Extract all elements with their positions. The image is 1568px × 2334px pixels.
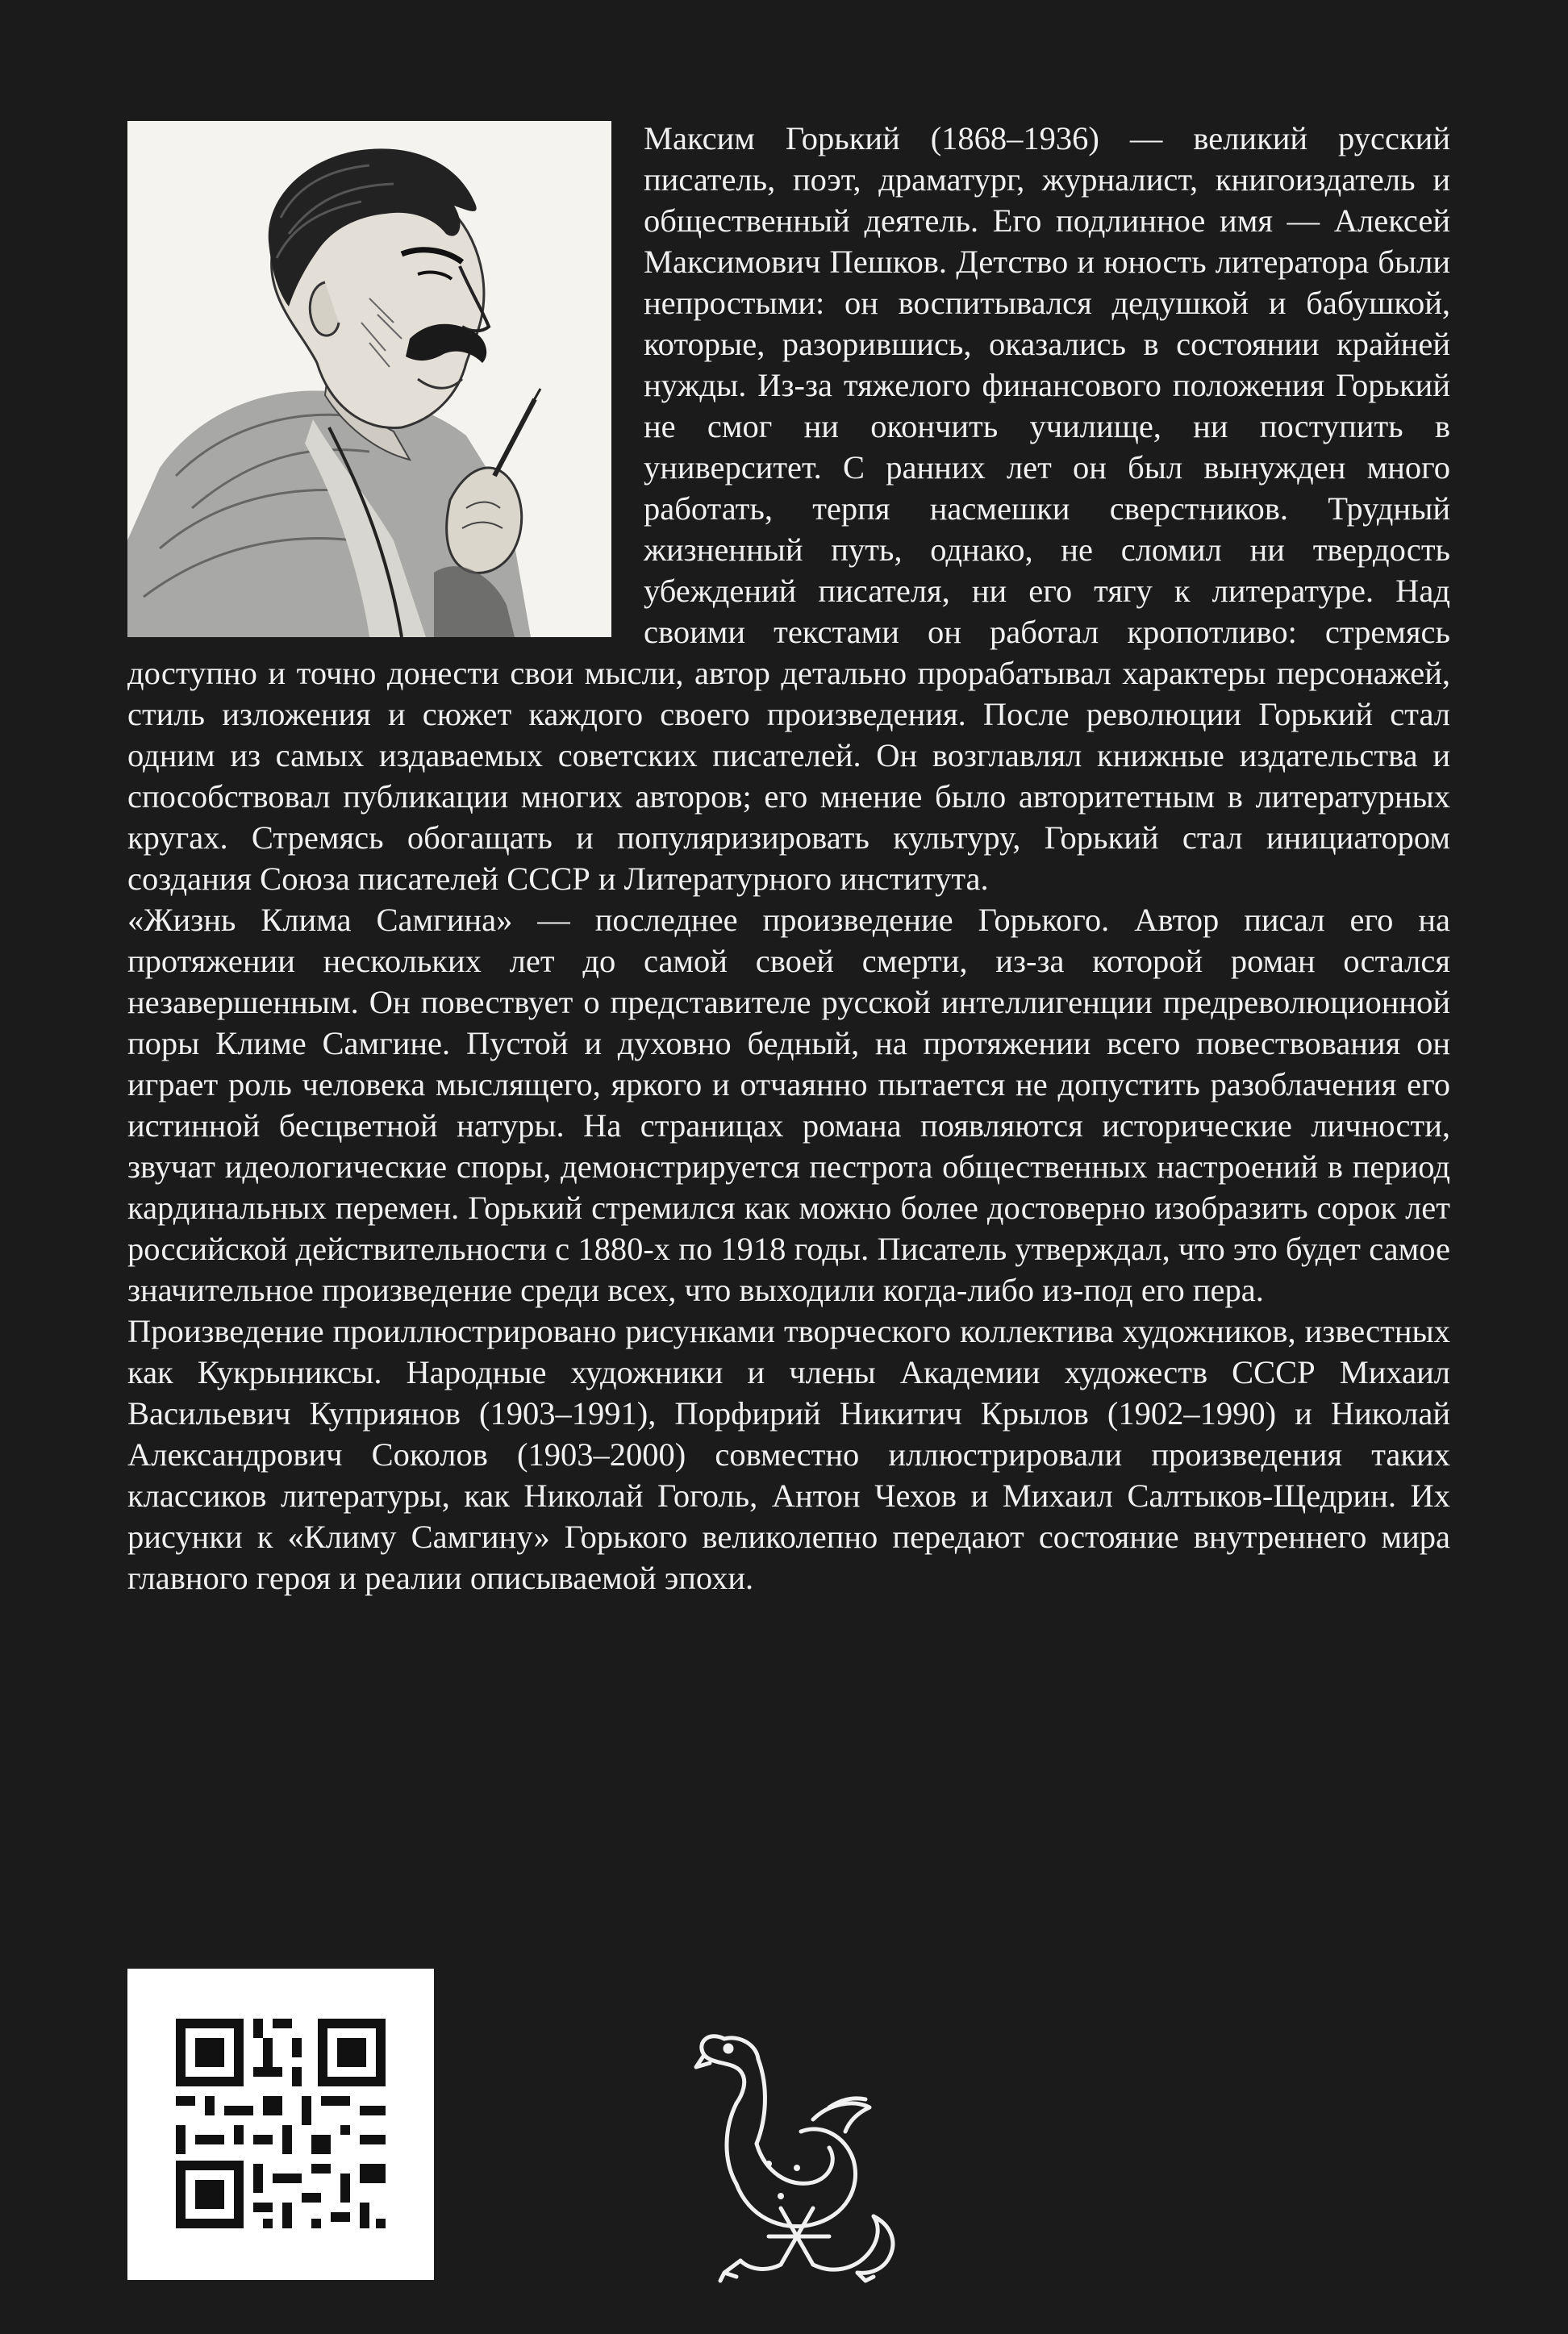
publisher-logo: [692, 2023, 906, 2285]
pencil-sketch-portrait-icon: [127, 121, 611, 637]
paragraph-illustrators: Произведение проиллюстрировано рисунками творческого коллектива художников, известных как Кукрыниксы. Народные художники и члены Академии художеств СССР Михаил Васильевич Куприянов (1903–1991), Порфирий Никитич Крылов (1902–1990) и Николай Александрович Соколов (1903–2000) совместно иллюстрировали произведения таких классиков литературы, как Николай Гоголь, Антон Чехов и Михаил Салтыков-Щедрин. Их рисунки к «Климу Самгину» Горького великолепно передают состояние внутреннего мира главного героя и реалии описываемой эпохи.: [127, 1313, 1450, 1596]
dragon-emblem-icon: [692, 2023, 906, 2285]
qr-code: [127, 1969, 434, 2280]
paragraph-novel: «Жизнь Клима Самгина» — последнее произведение Горького. Автор писал его на протяжении нескольких лет до самой своей смерти, из-за которой роман остался незавершенным. Он повествует о представителе русской интеллигенции предреволюционной поры Климе Самгине. Пустой и духовно бедный, на протяжении всего повествования он играет роль человека мыслящего, яркого и отчаянно пытается не допустить разоблачения его истинной бесцветной натуры. На страницах романа появляются исторические личности, звучат идеологические споры, демонстрируется пестрота общественных настроений в период кардинальных перемен. Горький стремился как можно более достоверно изобразить сорок лет российской действительности с 1880-х по 1918 годы. Писатель утверждал, что это будет самое значительное произведение среди всех, что выходили когда-либо из-под его пера.: [127, 902, 1450, 1308]
annotation-text: [127, 118, 1450, 1598]
paragraph-biography: Максим Горький (1868–1936) — великий русский писатель, поэт, драматург, журналист, книгоиздатель и общественный деятель. Его подлинное имя — Алексей Максимович Пешков. Детство и юность литератора были непростыми: он воспитывался дедушкой и бабушкой, которые, разорившись, оказались в состоянии крайней нужды. Из-за тяжелого финансового положения Горький не смог ни окончить училище, ни поступить в университет. С ранних лет он был вынужден много работать, терпя насмешки сверстников. Трудный жизненный путь, однако, не сломил ни твердость убеждений писателя, ни его тягу к литературе. Над своими текстами он работал кропотливо: стремясь доступно и точно донести свои мысли, автор детально прорабатывал характеры персонажей, стиль изложения и сюжет каждого своего произведения. После революции Горький стал одним из самых издаваемых советских писателей. Он возглавлял книжные издательства и способствовал публикации многих авторов; его мнение было авторитетным в литературных кругах. Стремясь обогащать и популяризировать культуру, Горький стал инициатором создания Союза писателей СССР и Литературного института.: [127, 120, 1450, 897]
author-portrait: [127, 121, 611, 637]
qr-code-icon: [127, 1969, 434, 2280]
